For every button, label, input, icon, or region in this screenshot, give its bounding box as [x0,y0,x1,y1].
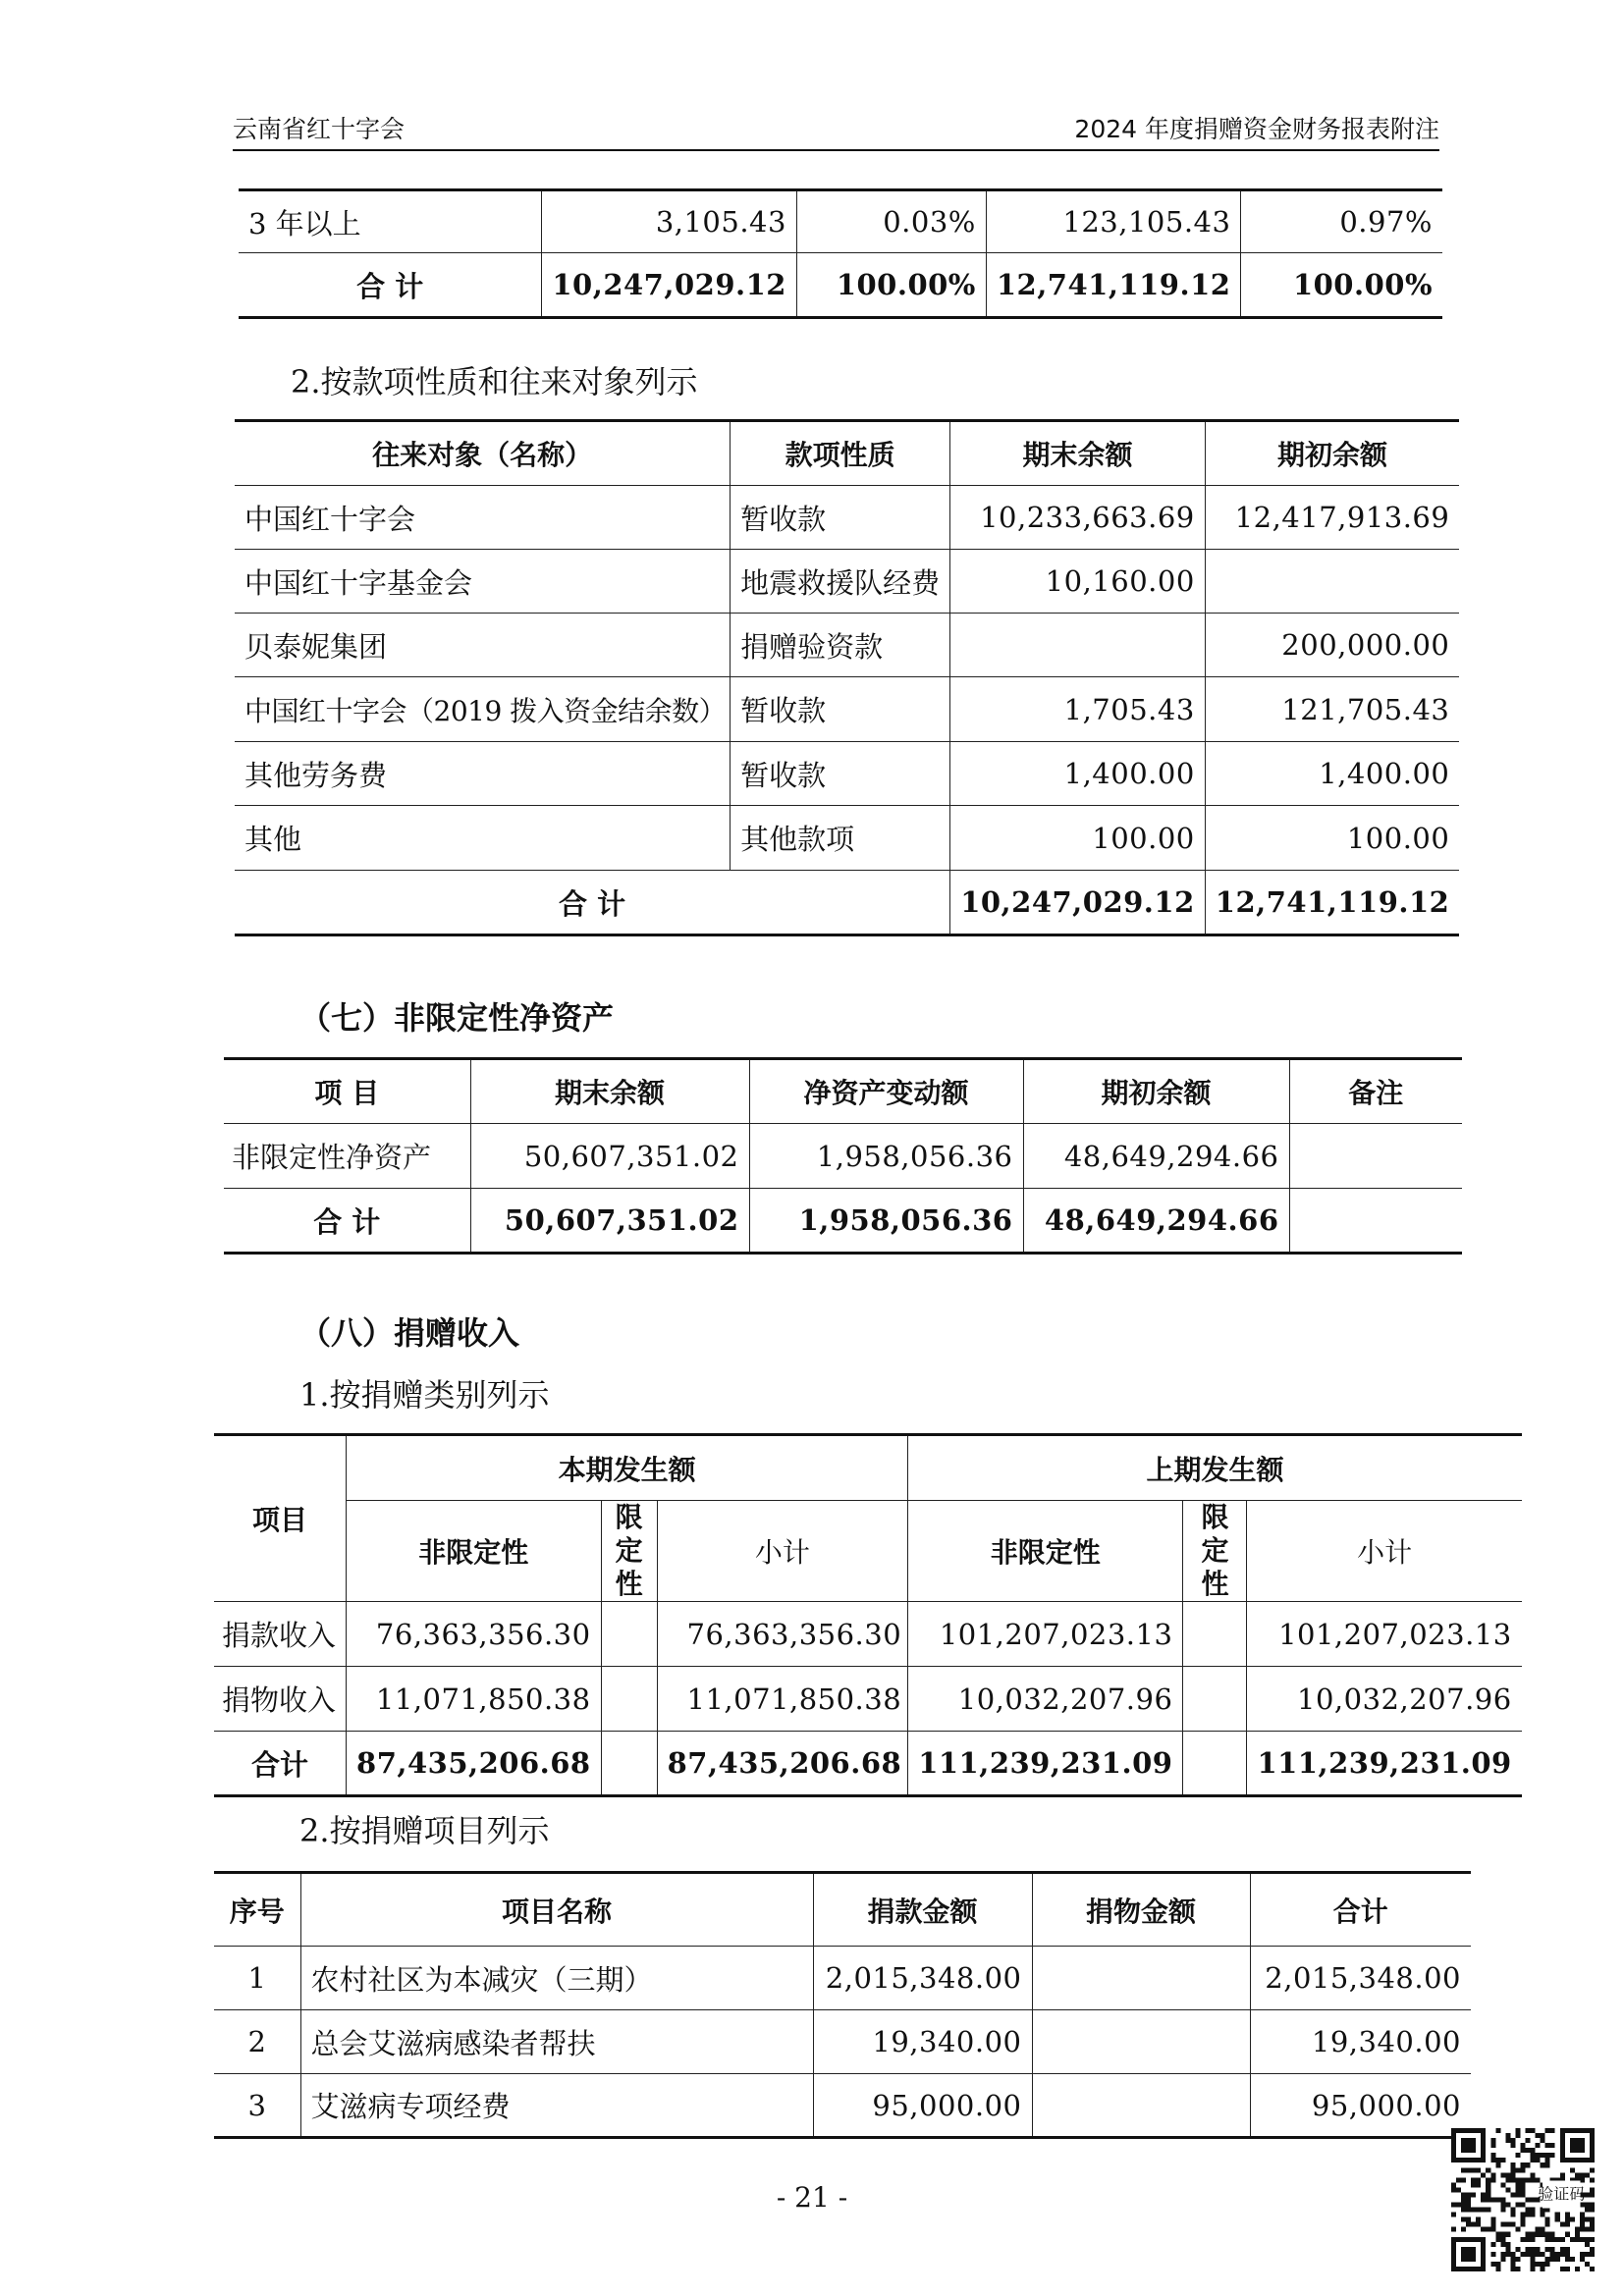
cell-value: 10,032,207.96 [1247,1667,1522,1732]
cash-amount: 19,340.00 [813,2010,1032,2074]
change-amount: 1,958,056.36 [749,1189,1023,1254]
table-row [214,1947,1471,2010]
header-report-title: 2024 年度捐赠资金财务报表附注 [1074,115,1439,143]
column-header: 备注 [1289,1059,1462,1124]
total-label: 合计 [214,1732,347,1796]
cell-value [601,1602,657,1667]
table-row-total [224,1189,1462,1254]
total-label: 合 计 [224,1189,470,1254]
ending-balance: 10,247,029.12 [950,871,1206,935]
beginning-balance: 100.00 [1205,806,1459,871]
column-header: 捐物金额 [1032,1873,1250,1947]
cash-amount: 95,000.00 [813,2074,1032,2138]
counterparty-table [235,419,1459,936]
header-rule [233,149,1439,151]
total-label: 合 计 [235,871,950,935]
table-row [224,1124,1462,1189]
beginning-balance: 12,741,119.12 [1205,871,1459,935]
project-name: 农村社区为本减灾（三期） [300,1947,813,2010]
ending-balance: 50,607,351.02 [470,1189,749,1254]
header-org-name: 云南省红十字会 [233,115,406,143]
table-row-total [235,871,1459,935]
cell-value: 0.97% [1241,190,1442,253]
counterparty-name: 中国红十字会 [235,486,731,550]
ending-balance: 10,160.00 [950,550,1206,614]
cell-value: 11,071,850.38 [347,1667,602,1732]
qr-code-icon [1451,2128,1595,2271]
column-header: 项 目 [224,1059,470,1124]
table-row [239,190,1442,253]
ending-balance [950,614,1206,677]
column-header: 小计 [1247,1501,1522,1602]
table-row-total [239,253,1442,318]
cell-value: 87,435,206.68 [347,1732,602,1796]
table-row [214,2074,1471,2138]
table-row [235,742,1459,806]
row-label: 捐款收入 [214,1602,347,1667]
project-name: 艾滋病专项经费 [300,2074,813,2138]
cell-value: 10,247,029.12 [542,253,797,318]
cell-value: 0.03% [796,190,986,253]
table-row-total [214,1732,1522,1796]
beginning-balance: 121,705.43 [1205,677,1459,742]
item-nature: 暂收款 [731,486,950,550]
column-header: 合计 [1250,1873,1471,1947]
column-header: 往来对象（名称） [235,421,731,486]
column-header: 期初余额 [1205,421,1459,486]
column-header: 净资产变动额 [749,1059,1023,1124]
table-row [214,2010,1471,2074]
column-header: 非限定性 [908,1501,1183,1602]
cell-value: 12,741,119.12 [986,253,1241,318]
total-amount: 2,015,348.00 [1250,1947,1471,2010]
table-row [235,677,1459,742]
beginning-balance: 200,000.00 [1205,614,1459,677]
table-row [235,806,1459,871]
row-label: 捐物收入 [214,1667,347,1732]
cell-value: 10,032,207.96 [908,1667,1183,1732]
item-nature: 暂收款 [731,677,950,742]
row-number: 1 [214,1947,300,2010]
goods-amount [1032,2074,1250,2138]
column-header: 限定性 [601,1501,657,1602]
beginning-balance [1205,550,1459,614]
column-header: 期末余额 [950,421,1206,486]
cell-value [1183,1602,1247,1667]
cell-value: 3,105.43 [542,190,797,253]
column-header: 期初余额 [1023,1059,1289,1124]
table-header-row [214,1435,1522,1501]
donation-by-category-table [214,1433,1522,1797]
item-nature: 地震救援队经费 [731,550,950,614]
beginning-balance: 48,649,294.66 [1023,1189,1289,1254]
cell-value: 123,105.43 [986,190,1241,253]
cell-value: 100.00% [1241,253,1442,318]
section-heading: （七）非限定性净资产 [299,999,615,1037]
counterparty-name: 中国红十字基金会 [235,550,731,614]
ending-balance: 50,607,351.02 [470,1124,749,1189]
total-amount: 95,000.00 [1250,2074,1471,2138]
ending-balance: 1,400.00 [950,742,1206,806]
column-header: 小计 [657,1501,908,1602]
cell-value: 111,239,231.09 [1247,1732,1522,1796]
beginning-balance: 12,417,913.69 [1205,486,1459,550]
cell-value: 100.00% [796,253,986,318]
row-number: 3 [214,2074,300,2138]
table-header-row [214,1501,1522,1602]
column-header: 期末余额 [470,1059,749,1124]
counterparty-name: 贝泰妮集团 [235,614,731,677]
ending-balance: 1,705.43 [950,677,1206,742]
page-number: - 21 - [776,2181,848,2214]
column-header: 限定性 [1183,1501,1247,1602]
cell-value [1183,1732,1247,1796]
goods-amount [1032,2010,1250,2074]
row-label: 非限定性净资产 [224,1124,470,1189]
cash-amount: 2,015,348.00 [813,1947,1032,2010]
aging-table-tail [239,188,1442,319]
subsection-heading: 1.按捐赠类别列示 [299,1376,550,1414]
project-name: 总会艾滋病感染者帮扶 [300,2010,813,2074]
cell-value: 101,207,023.13 [1247,1602,1522,1667]
section-heading: 2.按款项性质和往来对象列示 [291,363,698,400]
cell-value [601,1732,657,1796]
cell-value: 87,435,206.68 [657,1732,908,1796]
unrestricted-net-assets-table [224,1057,1462,1255]
counterparty-name: 其他 [235,806,731,871]
item-nature: 其他款项 [731,806,950,871]
beginning-balance: 1,400.00 [1205,742,1459,806]
ending-balance: 100.00 [950,806,1206,871]
table-row [214,1667,1522,1732]
table-header-row [214,1873,1471,1947]
subsection-heading: 2.按捐赠项目列示 [299,1812,550,1849]
column-header: 项目 [214,1435,347,1602]
table-row [235,550,1459,614]
cell-value: 111,239,231.09 [908,1732,1183,1796]
column-header: 项目名称 [300,1873,813,1947]
cell-value: 101,207,023.13 [908,1602,1183,1667]
item-nature: 捐赠验资款 [731,614,950,677]
ending-balance: 10,233,663.69 [950,486,1206,550]
total-label: 合 计 [239,253,542,318]
table-row [235,486,1459,550]
counterparty-name: 中国红十字会（2019 拨入资金结余数） [235,677,731,742]
cell-value: 76,363,356.30 [347,1602,602,1667]
column-header: 捐款金额 [813,1873,1032,1947]
item-nature: 暂收款 [731,742,950,806]
table-row [235,614,1459,677]
cell-value [1183,1667,1247,1732]
table-header-row [224,1059,1462,1124]
donation-by-project-table [214,1871,1471,2139]
change-amount: 1,958,056.36 [749,1124,1023,1189]
section-heading: （八）捐赠收入 [299,1314,520,1352]
column-header: 款项性质 [731,421,950,486]
cell-value: 76,363,356.30 [657,1602,908,1667]
table-row [214,1602,1522,1667]
column-header: 序号 [214,1873,300,1947]
row-label: 3 年以上 [239,190,542,253]
column-header: 本期发生额 [347,1435,908,1501]
note [1289,1124,1462,1189]
column-header: 上期发生额 [908,1435,1522,1501]
beginning-balance: 48,649,294.66 [1023,1124,1289,1189]
row-number: 2 [214,2010,300,2074]
cell-value: 11,071,850.38 [657,1667,908,1732]
table-header-row [235,421,1459,486]
column-header: 非限定性 [347,1501,602,1602]
goods-amount [1032,1947,1250,2010]
cell-value [601,1667,657,1732]
note [1289,1189,1462,1254]
qr-label: 验证码 [1538,2184,1586,2204]
counterparty-name: 其他劳务费 [235,742,731,806]
total-amount: 19,340.00 [1250,2010,1471,2074]
